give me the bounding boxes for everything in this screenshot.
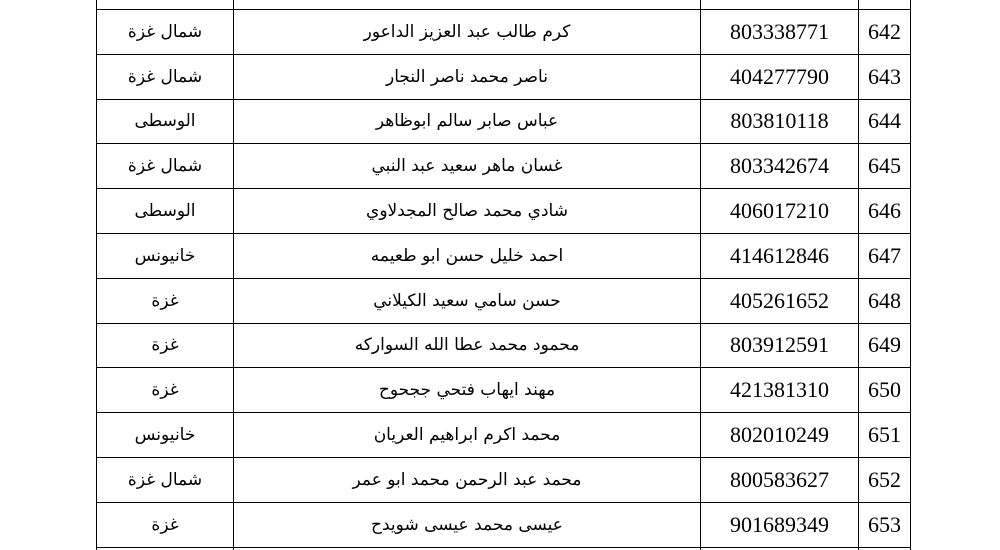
- region-cell: خانيونس: [97, 233, 234, 278]
- seq-cell: 651: [859, 413, 911, 458]
- name-cell: شادي محمد صالح المجدلاوي: [234, 189, 701, 234]
- table-row: [97, 233, 911, 278]
- seq-cell: 652: [859, 457, 911, 502]
- seq-cell: 649: [859, 323, 911, 368]
- seq-cell: 642: [859, 10, 911, 55]
- name-cell: محمود محمد عطا الله السواركه: [234, 323, 701, 368]
- id-cell: 414612846: [701, 233, 859, 278]
- table-row-partial-top: [97, 0, 911, 10]
- name-cell: محمد عبد الرحمن محمد ابو عمر: [234, 457, 701, 502]
- id-cell: 406017210: [701, 189, 859, 234]
- region-cell: غزة: [97, 278, 234, 323]
- table-row: [97, 189, 911, 234]
- table-row: [97, 368, 911, 413]
- region-cell: غزة: [97, 502, 234, 547]
- name-cell: ناصر محمد ناصر النجار: [234, 54, 701, 99]
- roster-table-body: [97, 0, 911, 550]
- roster-table: [96, 0, 911, 550]
- seq-cell: 643: [859, 54, 911, 99]
- id-cell: 901689349: [701, 502, 859, 547]
- id-cell: 803338771: [701, 10, 859, 55]
- seq-cell: 648: [859, 278, 911, 323]
- region-cell: شمال غزة: [97, 144, 234, 189]
- name-cell: احمد خليل حسن ابو طعيمه: [234, 233, 701, 278]
- region-cell: [97, 0, 234, 10]
- region-cell: غزة: [97, 368, 234, 413]
- region-cell: الوسطى: [97, 99, 234, 144]
- seq-cell: 646: [859, 189, 911, 234]
- region-cell: شمال غزة: [97, 457, 234, 502]
- name-cell: حسن سامي سعيد الكيلاني: [234, 278, 701, 323]
- id-cell: [701, 0, 859, 10]
- name-cell: محمد اكرم ابراهيم العريان: [234, 413, 701, 458]
- seq-cell: 647: [859, 233, 911, 278]
- name-cell: غسان ماهر سعيد عبد النبي: [234, 144, 701, 189]
- name-cell: عباس صابر سالم ابوظاهر: [234, 99, 701, 144]
- table-row: [97, 144, 911, 189]
- table-row: [97, 54, 911, 99]
- id-cell: 803342674: [701, 144, 859, 189]
- table-row: [97, 502, 911, 547]
- name-cell: كرم طالب عبد العزيز الداعور: [234, 10, 701, 55]
- region-cell: شمال غزة: [97, 10, 234, 55]
- table-row: [97, 278, 911, 323]
- region-cell: خانيونس: [97, 413, 234, 458]
- id-cell: 421381310: [701, 368, 859, 413]
- name-cell: مهند ايهاب فتحي ججحوح: [234, 368, 701, 413]
- region-cell: الوسطى: [97, 189, 234, 234]
- table-row: [97, 99, 911, 144]
- name-cell: عيسى محمد عيسى شويدح: [234, 502, 701, 547]
- seq-cell: [859, 0, 911, 10]
- region-cell: شمال غزة: [97, 54, 234, 99]
- id-cell: 800583627: [701, 457, 859, 502]
- table-row: [97, 457, 911, 502]
- seq-cell: 650: [859, 368, 911, 413]
- id-cell: 405261652: [701, 278, 859, 323]
- seq-cell: 645: [859, 144, 911, 189]
- id-cell: 802010249: [701, 413, 859, 458]
- region-cell: غزة: [97, 323, 234, 368]
- seq-cell: 653: [859, 502, 911, 547]
- table-row: [97, 323, 911, 368]
- seq-cell: 644: [859, 99, 911, 144]
- id-cell: 803912591: [701, 323, 859, 368]
- table-row: [97, 413, 911, 458]
- table-row: [97, 10, 911, 55]
- name-cell: [234, 0, 701, 10]
- id-cell: 803810118: [701, 99, 859, 144]
- id-cell: 404277790: [701, 54, 859, 99]
